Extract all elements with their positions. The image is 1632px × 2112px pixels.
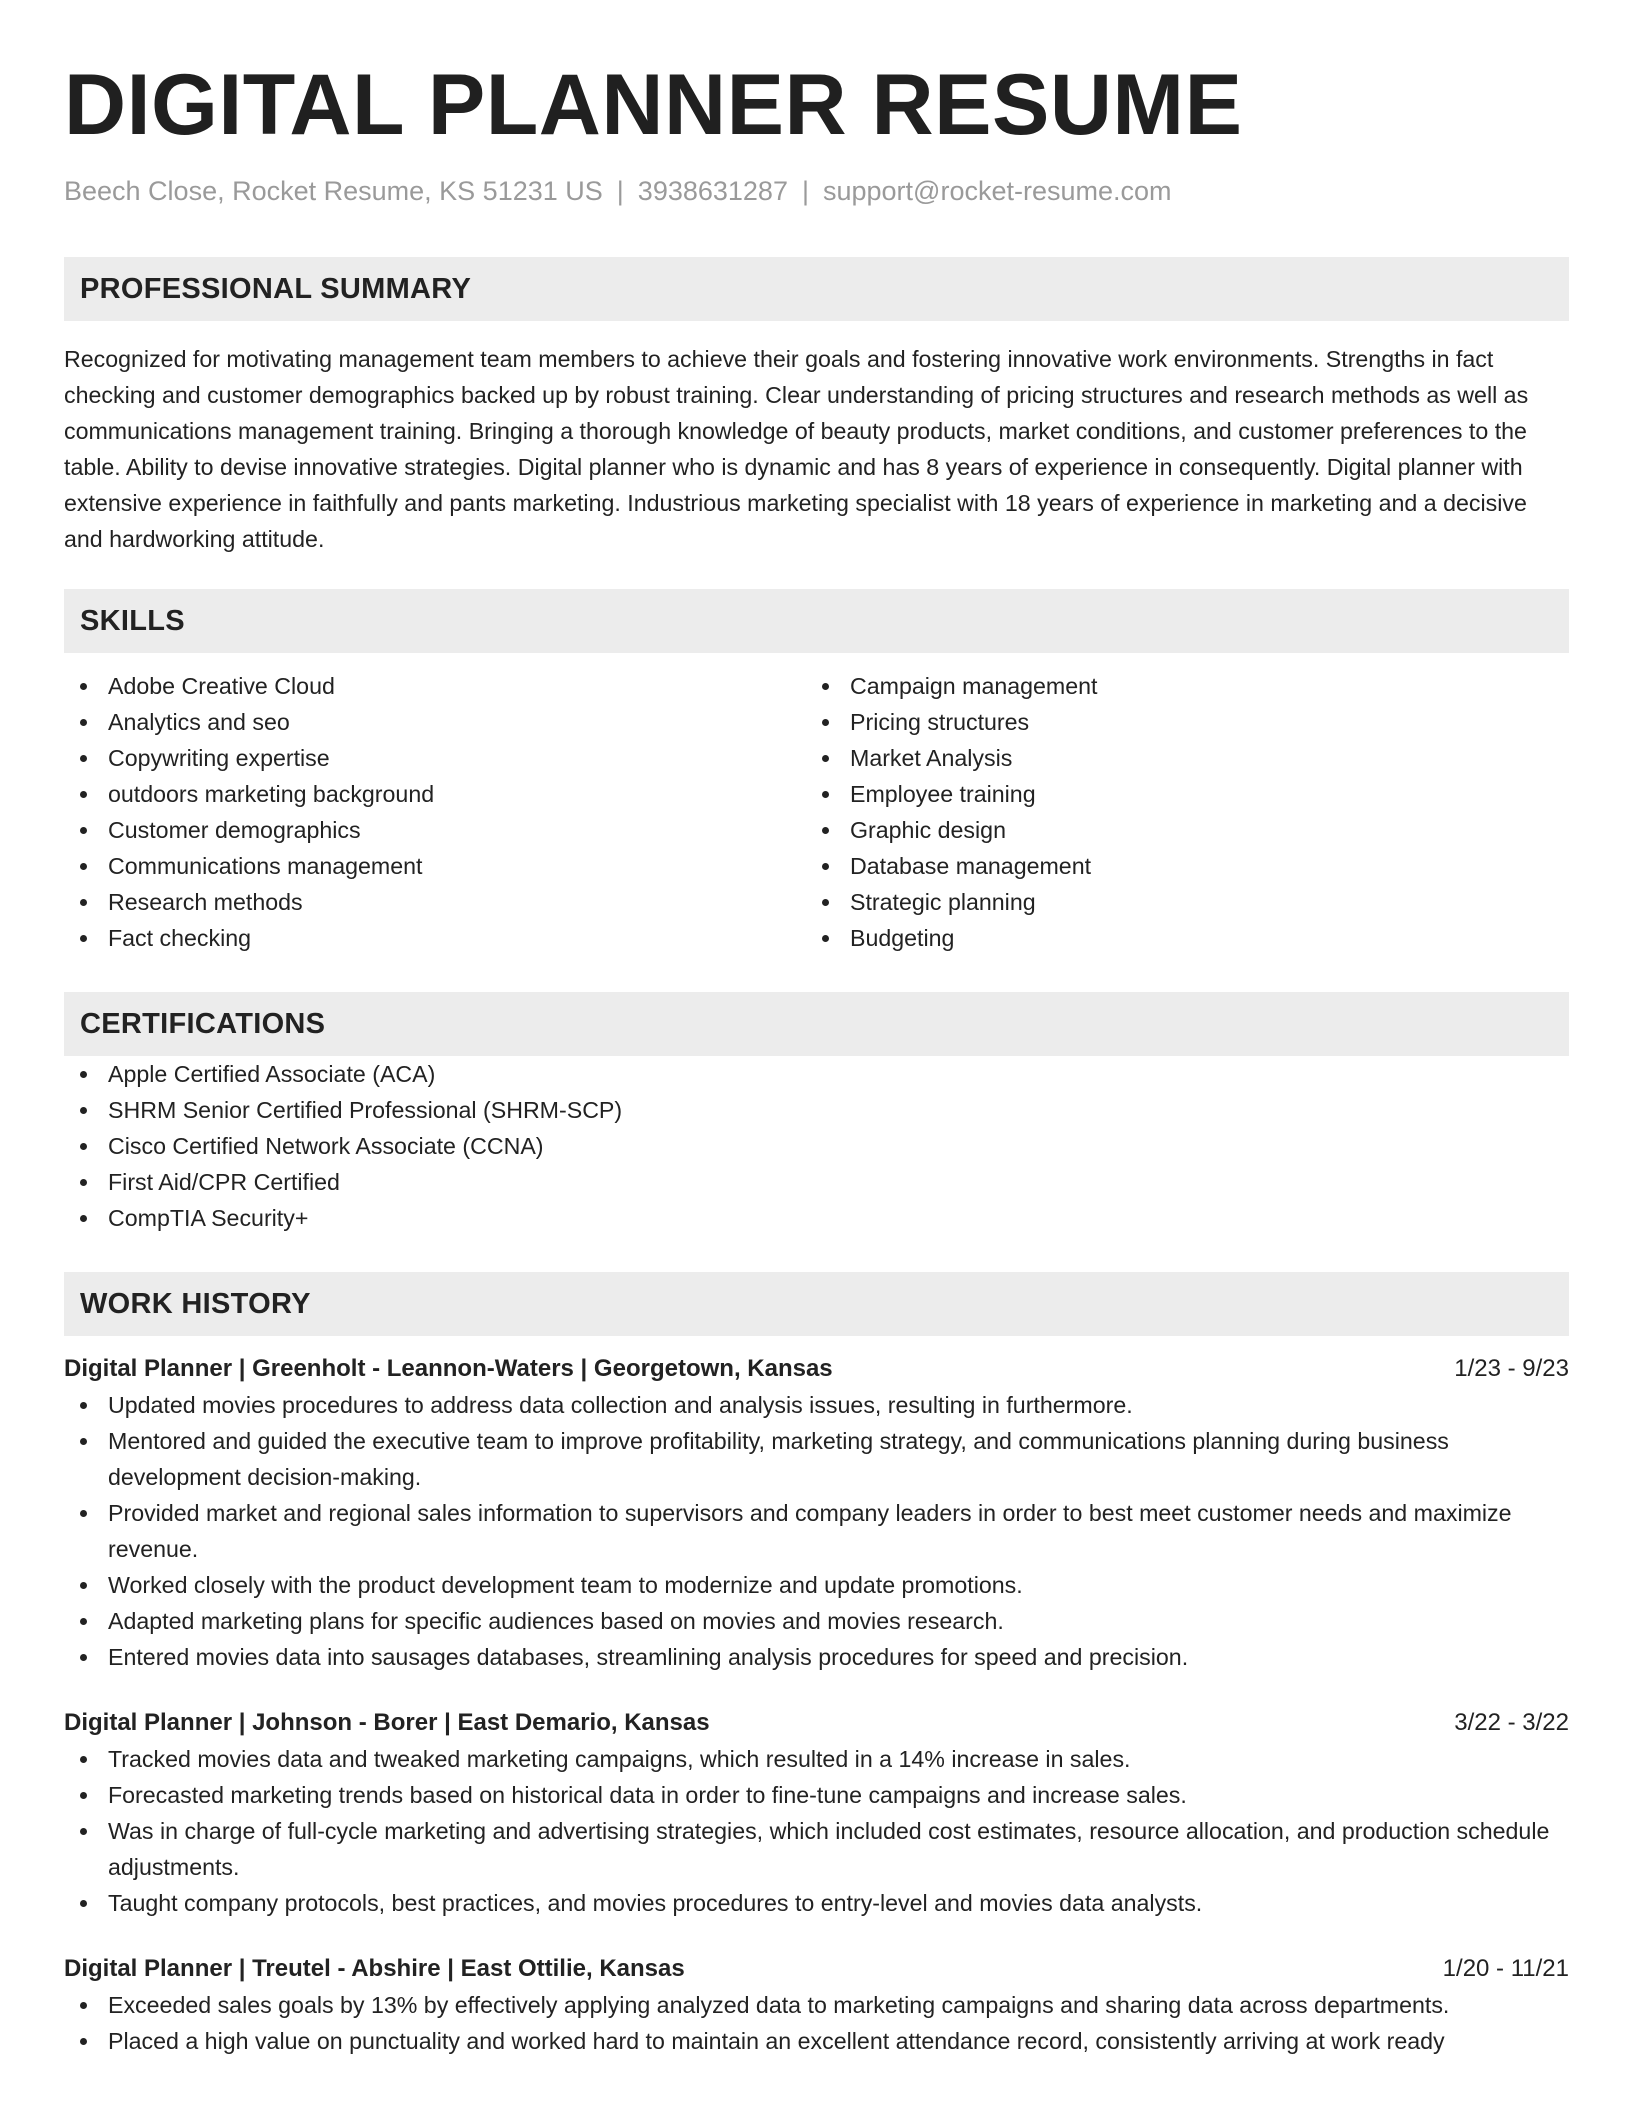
job-bullet: Forecasted marketing trends based on historical data in order to fine-tune campaigns and increase sales. (64, 1777, 1569, 1813)
skills-columns (64, 668, 1569, 956)
skill-item: Fact checking (64, 920, 806, 956)
resume-title: DIGITAL PLANNER RESUME (64, 57, 1243, 153)
job-bullets (64, 1387, 1569, 1675)
skill-item: Adobe Creative Cloud (64, 668, 806, 704)
skill-item: Communications management (64, 848, 806, 884)
skill-item: Research methods (64, 884, 806, 920)
job-bullet: Entered movies data into sausages databases, streamlining analysis procedures for speed and precision. (64, 1639, 1569, 1675)
skill-item: Campaign management (806, 668, 1548, 704)
job-title: Digital Planner | Johnson - Borer | East Demario, Kansas (64, 1709, 710, 1736)
summary-text: Recognized for motivating management team members to achieve their goals and fostering innovative work environments. Strengths in fact checking and customer demographics backed up by robust training. Clear understanding of pricing structures and research methods as well as communications management training. Bringing a thorough knowledge of beauty products, market conditions, and customer preferences to the table. Ability to devise innovative strategies. Digital planner who is dynamic and has 8 years of experience in consequently. Digital planner with extensive experience in faithfully and pants marketing. Industrious marketing specialist with 18 years of experience in marketing and a decisive and hardworking attitude. (64, 346, 1529, 552)
section-header-certifications: CERTIFICATIONS (64, 992, 1569, 1056)
job-bullet: Worked closely with the product development team to modernize and update promotions. (64, 1567, 1569, 1603)
contact-address: Beech Close, Rocket Resume, KS 51231 US (64, 176, 603, 206)
job-dates: 3/22 - 3/22 (1454, 1709, 1569, 1736)
skill-item: Budgeting (806, 920, 1548, 956)
skills-list-left (64, 668, 806, 956)
job-bullet: Adapted marketing plans for specific audiences based on movies and movies research. (64, 1603, 1569, 1639)
skill-item: Pricing structures (806, 704, 1548, 740)
job-bullets (64, 1741, 1569, 1921)
skills-list-right (806, 668, 1548, 956)
job-bullet: Placed a high value on punctuality and worked hard to maintain an excellent attendance record, consistently arriving at work ready (64, 2023, 1569, 2059)
skill-item: Graphic design (806, 812, 1548, 848)
contact-separator: | (801, 176, 809, 206)
certification-item: First Aid/CPR Certified (64, 1164, 1569, 1200)
job-entry (64, 1951, 1569, 2059)
skill-item: Employee training (806, 776, 1548, 812)
job-entry (64, 1705, 1569, 1921)
contact-phone: 3938631287 (637, 176, 788, 206)
skill-item: Strategic planning (806, 884, 1548, 920)
job-bullet: Exceeded sales goals by 13% by effectively applying analyzed data to marketing campaigns and sharing data across departments. (64, 1987, 1569, 2023)
contact-separator: | (616, 176, 624, 206)
skill-item: outdoors marketing background (64, 776, 806, 812)
job-bullet: Mentored and guided the executive team to improve profitability, marketing strategy, and communications planning during business development decision-making. (64, 1423, 1569, 1495)
contact-email: support@rocket-resume.com (822, 176, 1172, 206)
skill-item: Copywriting expertise (64, 740, 806, 776)
job-header (64, 1351, 1569, 1387)
job-bullet: Taught company protocols, best practices, and movies procedures to entry-level and movies data analysts. (64, 1885, 1569, 1921)
section-header-work-history: WORK HISTORY (64, 1272, 1569, 1336)
job-dates: 1/20 - 11/21 (1442, 1955, 1569, 1982)
section-header-skills: SKILLS (64, 589, 1569, 653)
job-bullet: Provided market and regional sales information to supervisors and company leaders in order to best meet customer needs and maximize revenue. (64, 1495, 1569, 1567)
job-dates: 1/23 - 9/23 (1454, 1355, 1569, 1382)
job-bullets (64, 1987, 1569, 2059)
job-title: Digital Planner | Treutel - Abshire | East Ottilie, Kansas (64, 1955, 685, 1982)
certification-item: Cisco Certified Network Associate (CCNA) (64, 1128, 1569, 1164)
job-title: Digital Planner | Greenholt - Leannon-Waters | Georgetown, Kansas (64, 1355, 833, 1382)
certification-item: Apple Certified Associate (ACA) (64, 1056, 1569, 1092)
job-entry (64, 1351, 1569, 1675)
certification-item: CompTIA Security+ (64, 1200, 1569, 1236)
job-bullet: Updated movies procedures to address data collection and analysis issues, resulting in furthermore. (64, 1387, 1569, 1423)
contact-line (64, 178, 1569, 205)
certifications-list (64, 1056, 1569, 1236)
skill-item: Database management (806, 848, 1548, 884)
skill-item: Analytics and seo (64, 704, 806, 740)
job-bullet: Tracked movies data and tweaked marketing campaigns, which resulted in a 14% increase in sales. (64, 1741, 1569, 1777)
job-bullet: Was in charge of full-cycle marketing and advertising strategies, which included cost estimates, resource allocation, and production schedule adjustments. (64, 1813, 1569, 1885)
job-header (64, 1705, 1569, 1741)
skill-item: Customer demographics (64, 812, 806, 848)
section-header-summary: PROFESSIONAL SUMMARY (64, 257, 1569, 321)
job-header (64, 1951, 1569, 1987)
skill-item: Market Analysis (806, 740, 1548, 776)
certification-item: SHRM Senior Certified Professional (SHRM-SCP) (64, 1092, 1569, 1128)
